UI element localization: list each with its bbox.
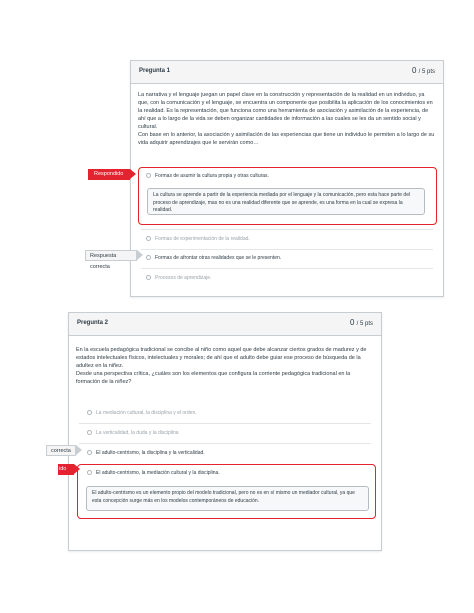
question-paragraph: La narrativa y el lenguaje juegan un papel clave en la construcción y representación de la realidad en un individuo, ya que, con la comunicación y el lenguaje, se encuentra un componente que posibilita la aplicación de los conocimientos en la realidad. Es la representación, que funciona como una herramienta de asociación y asimilación de la experiencia, de ahí que a lo largo de la vida se deben organizar cantidades de información a las cuales se les da un sentido social y cultural.: [138, 92, 433, 130]
answer-comment: [147, 188, 425, 215]
question-points: [412, 66, 435, 75]
comment-text: El adulto-centrismo es un elemento propio del modelo tradicional, pero no es en sí mismo un mediador cultural, ya que esta concepción surge más en los modelos contemporáneos de educación.: [92, 490, 355, 504]
question-header: [131, 61, 443, 84]
radio-icon[interactable]: [87, 450, 92, 455]
answer-option-2[interactable]: [87, 430, 179, 437]
points-unit: / 5 pts: [418, 69, 435, 75]
answered-badge: [88, 169, 130, 180]
question-points: [350, 318, 373, 327]
answer-option-1[interactable]: [146, 173, 269, 180]
answer-label: Formas de asumir la cultura propia y otras culturas.: [155, 173, 269, 179]
question-title: Pregunta 2: [77, 320, 109, 326]
points-value: 0: [349, 318, 355, 327]
question-title: Pregunta 1: [139, 68, 171, 74]
answer-option-3[interactable]: [146, 255, 281, 262]
question-header: [69, 313, 381, 336]
answer-option-2[interactable]: [146, 236, 250, 243]
points-value: 0: [411, 66, 417, 75]
answer-label: La verticalidad, la duda y la disciplina: [96, 430, 179, 436]
badge-label: correcta: [51, 448, 71, 454]
badge-label: Respondido: [94, 171, 124, 177]
question-prompt: Desde una perspectiva crítica, ¿cuáles son los elementos que configura la corriente pedagógica tradicional en la formación de la niñez?: [76, 371, 351, 385]
divider: [141, 249, 433, 250]
question-prompt: Con base en lo anterior, la asociación y asimilación de las experiencias que tiene un individuo le permiten a lo largo de su vida adquirir aprendizajes que le servirán como…: [138, 132, 435, 146]
answer-label: El adulto-centrismo, la disciplina y la verticalidad.: [96, 450, 205, 456]
question-paragraph: En la escuela pedagógica tradicional se concibe al niño como aquel que debe alcanzar ciertos grados de madurez y de estados intelectuales físicos, intelectuales y morales; de ahí que el adulto debe guiar ese proceso de búsqueda de la adultez en la niñez.: [76, 347, 367, 369]
divider: [141, 229, 433, 230]
answer-comment: [86, 486, 369, 511]
radio-icon[interactable]: [87, 470, 92, 475]
question-card-1: [130, 60, 444, 297]
answer-option-4[interactable]: [87, 470, 220, 477]
correct-answer-badge: [85, 250, 137, 270]
radio-icon[interactable]: [87, 430, 92, 435]
correct-answer-badge: [46, 445, 76, 456]
divider: [141, 268, 433, 269]
answer-option-4[interactable]: [146, 275, 211, 282]
points-unit: / 5 pts: [356, 321, 373, 327]
answer-label: La mediación cultural, la disciplina y el orden.: [96, 410, 197, 416]
badge-label: ido: [59, 466, 67, 472]
answer-label: Formas de experimentación de la realidad.: [155, 236, 250, 242]
answer-option-3[interactable]: [87, 450, 205, 457]
radio-icon[interactable]: [146, 255, 151, 260]
answer-label: El adulto-centrismo, la mediación cultural y la disciplina.: [96, 470, 220, 476]
divider: [79, 423, 371, 424]
question-card-2: [68, 312, 382, 551]
radio-icon[interactable]: [146, 236, 151, 241]
radio-icon[interactable]: [146, 275, 151, 280]
answer-option-1[interactable]: [87, 410, 197, 417]
radio-icon[interactable]: [146, 173, 151, 178]
question-text: [138, 91, 436, 147]
badge-label: Respuesta correcta: [90, 253, 117, 270]
answered-badge: [58, 464, 74, 475]
comment-text: La cultura se aprende a partir de la experiencia mediada por el lenguaje y la comunicación, pero esta hace parte del proceso de aprendizaje, mas no es una realidad diferente que se aprende, es una forma en la cual se expresa la realidad.: [153, 192, 411, 213]
answer-label: Formas de afrontar otras realidades que se le presenten.: [155, 255, 282, 261]
divider: [79, 443, 371, 444]
question-text: [76, 346, 374, 386]
radio-icon[interactable]: [87, 410, 92, 415]
answer-label: Procesos de aprendizaje.: [155, 275, 212, 281]
